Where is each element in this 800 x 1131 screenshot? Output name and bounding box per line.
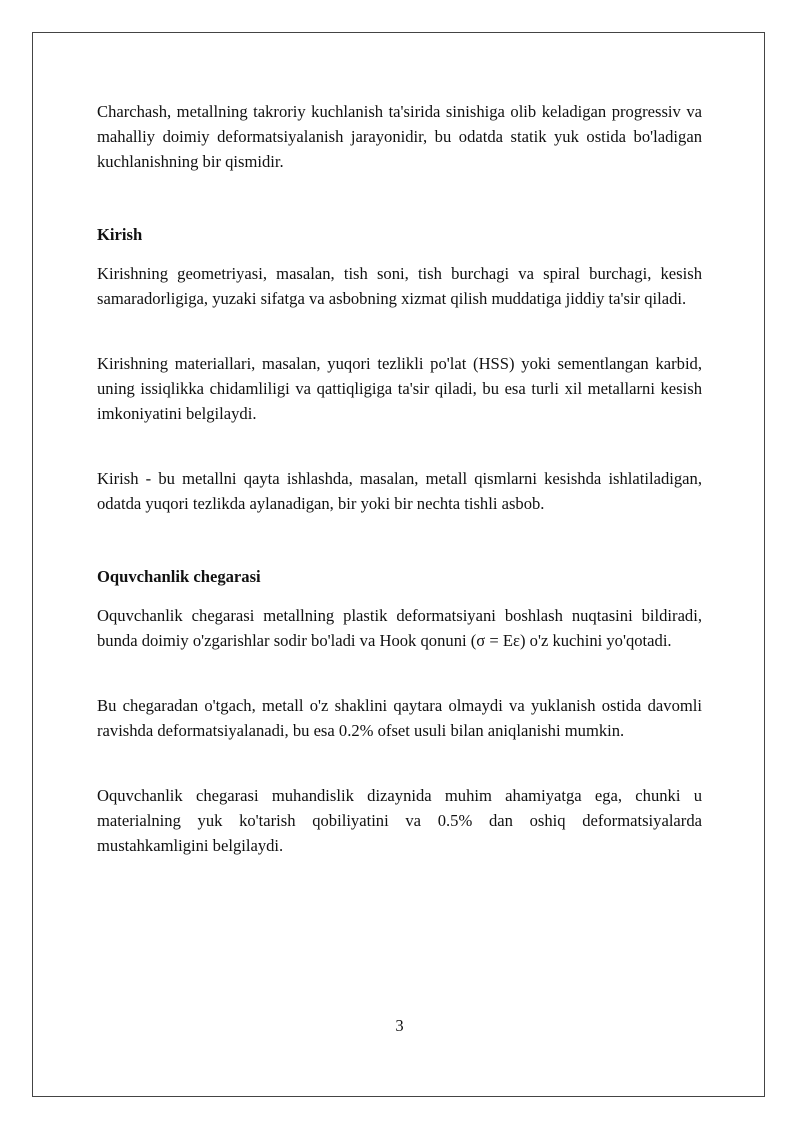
page-number: 3 bbox=[395, 1016, 404, 1035]
intro-paragraph: Charchash, metallning takroriy kuchlanish ta'sirida sinishiga olib keladigan progressiv va mahalliy doimiy deformatsiyalanish jarayonidir, bu odatda statik yuk ostida bo'ladigan kuchlanishning bir qismidir. bbox=[97, 102, 702, 171]
paragraph: Kirish - bu metallni qayta ishlashda, masalan, metall qismlarni kesishda ishlatiladigan, odatda yuqori tezlikda aylanadigan, bir yoki bir nechta tishli asbob. bbox=[97, 469, 702, 513]
document-body bbox=[97, 99, 702, 858]
section-heading-oquvchanlik: Oquvchanlik chegarasi bbox=[97, 567, 261, 586]
paragraph: Oquvchanlik chegarasi metallning plastik deformatsiyani boshlash nuqtasini bildiradi, bunda doimiy o'zgarishlar sodir bo'ladi va Hook qonuni (σ = Eε) o'z kuchini yo'qotadi. bbox=[97, 606, 702, 650]
paragraph: Oquvchanlik chegarasi muhandislik dizaynida muhim ahamiyatga ega, chunki u materialning yuk ko'tarish qobiliyatini va 0.5% dan oshiq deformatsiyalarda mustahkamligini belgilaydi. bbox=[97, 786, 702, 855]
paragraph: Kirishning geometriyasi, masalan, tish soni, tish burchagi va spiral burchagi, kesish samaradorligiga, yuzaki sifatga va asbobning xizmat qilish muddatiga jiddiy ta'sir qiladi. bbox=[97, 264, 702, 308]
page-frame bbox=[32, 32, 765, 1097]
section-heading-kirish: Kirish bbox=[97, 225, 143, 244]
paragraph: Kirishning materiallari, masalan, yuqori tezlikli po'lat (HSS) yoki sementlangan karbid, uning issiqlikka chidamliligi va qattiqligiga ta'sir qiladi, bu esa turli xil metallarni kesish imkoniyatini belgilaydi. bbox=[97, 354, 702, 423]
paragraph: Bu chegaradan o'tgach, metall o'z shaklini qaytara olmaydi va yuklanish ostida davomli ravishda deformatsiyalanadi, bu esa 0.2% ofset usuli bilan aniqlanishi mumkin. bbox=[97, 696, 702, 740]
